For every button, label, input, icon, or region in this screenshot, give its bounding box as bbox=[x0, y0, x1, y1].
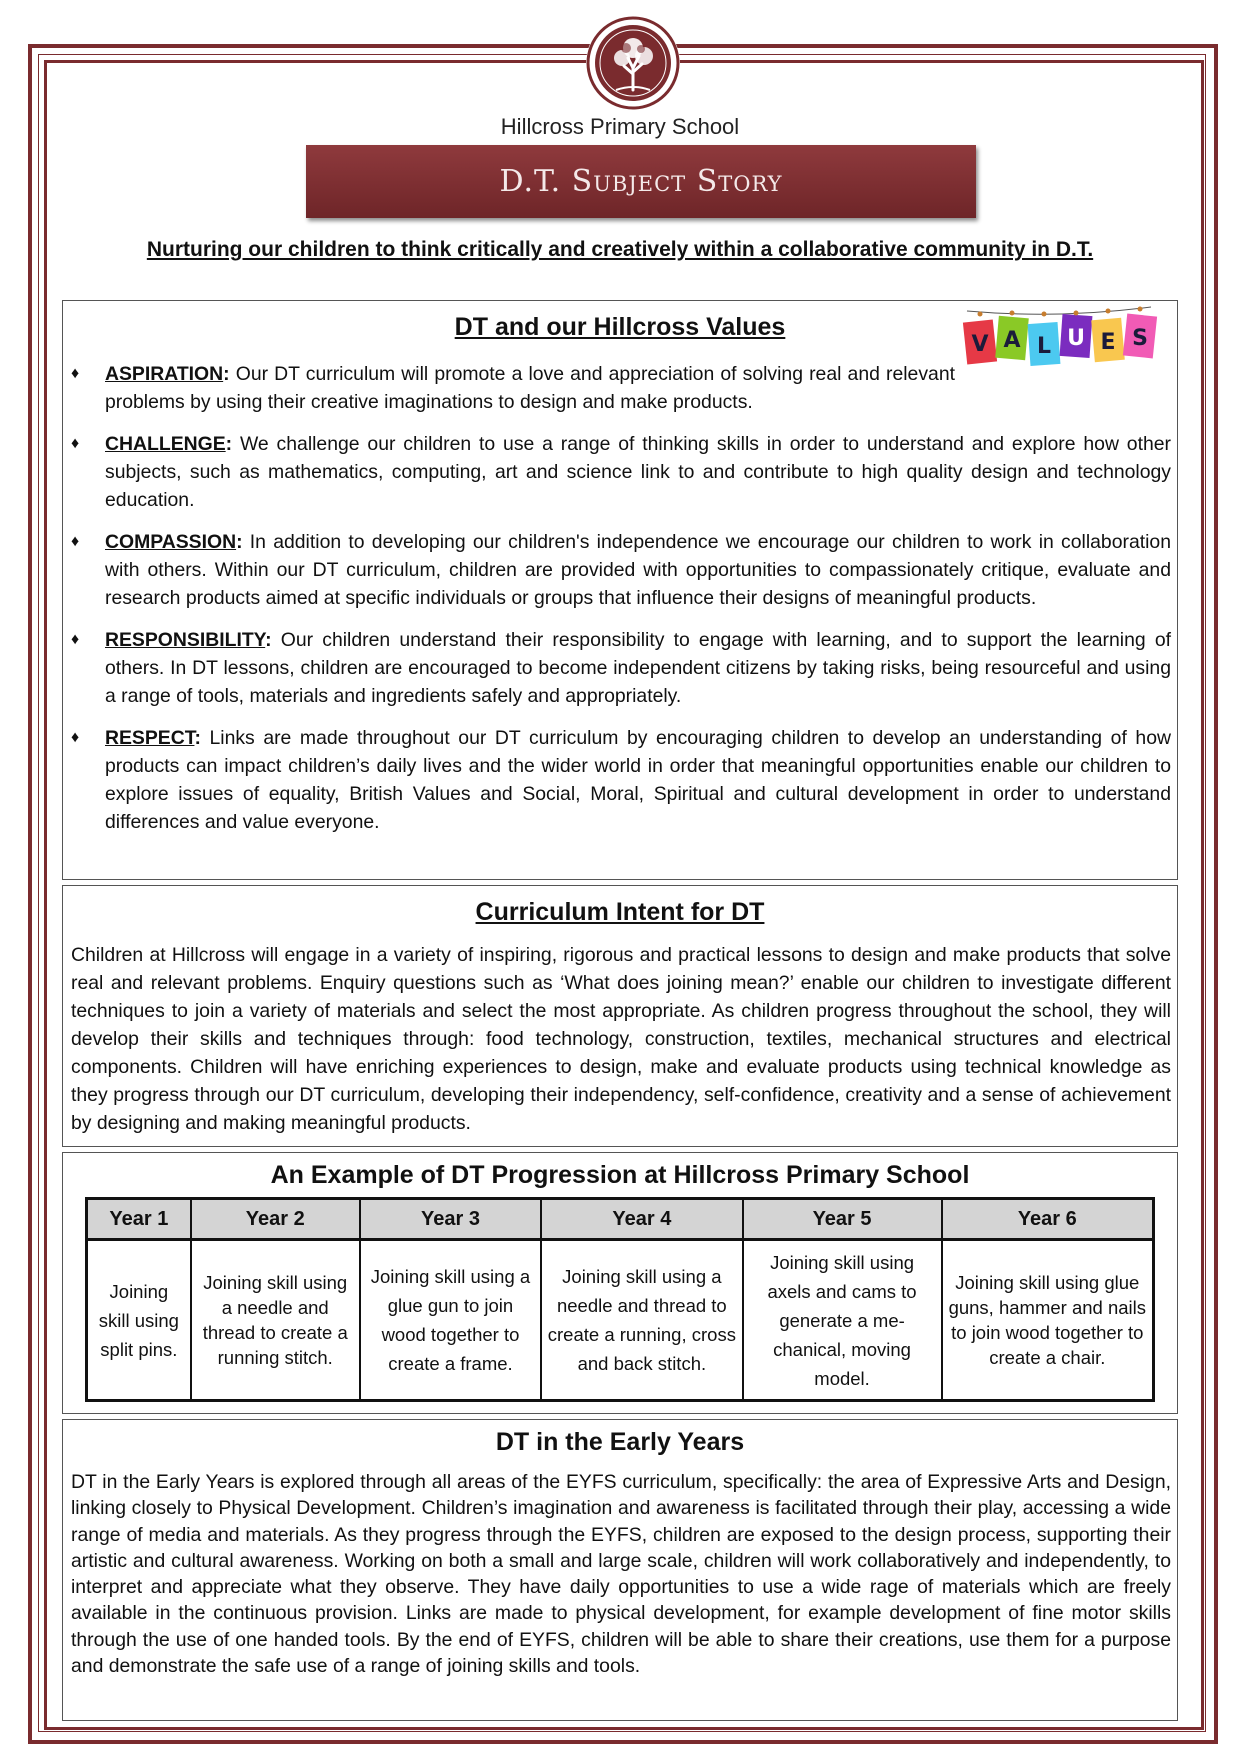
progression-section bbox=[62, 1152, 1178, 1414]
column-header: Year 2 bbox=[191, 1199, 360, 1240]
diamond-bullet-icon: ♦ bbox=[71, 729, 80, 746]
value-term: COMPASSION bbox=[105, 531, 237, 553]
values-letter: L bbox=[1036, 334, 1052, 359]
column-header: Year 1 bbox=[87, 1199, 191, 1240]
value-item-responsibility: ♦ RESPONSIBILITY: Our children understand their responsibility to engage with learning, and to support the learning of others. In DT lessons, children are encouraged to become independent citizens by taking risks, being resourceful and using a range of tools, materials and ingredients safely and appropriately. bbox=[71, 626, 1171, 710]
values-section bbox=[62, 300, 1178, 880]
diamond-bullet-icon: ♦ bbox=[71, 435, 80, 452]
table-row bbox=[87, 1240, 1154, 1401]
values-letter: V bbox=[971, 332, 989, 357]
values-letter: E bbox=[1100, 330, 1116, 355]
table-cell: Joining skill using split pins. bbox=[87, 1240, 191, 1401]
value-term: CHALLENGE bbox=[105, 433, 226, 455]
intent-section-title: Curriculum Intent for DT bbox=[475, 898, 765, 926]
values-list bbox=[63, 360, 1177, 836]
table-cell: Joining skill using glue guns, hammer and nails to join wood together to create a chair. bbox=[942, 1240, 1154, 1401]
values-letter: S bbox=[1132, 326, 1148, 351]
value-description: In addition to developing our children's independence we encourage our children to work in collaboration with others. Within our DT curriculum, children are provided with opportunities to compassionately critique, evaluate and research products aimed at specific individuals or groups that influence their designs of meaningful products. bbox=[105, 531, 1171, 609]
curriculum-intent-section bbox=[62, 885, 1178, 1147]
column-header: Year 5 bbox=[743, 1199, 942, 1240]
diamond-bullet-icon: ♦ bbox=[71, 631, 80, 648]
motto-heading: Nurturing our children to think critically and creatively within a collaborative community in D.T. bbox=[146, 238, 1094, 261]
value-description: We challenge our children to use a range of thinking skills in order to understand and explore how other subjects, such as mathematics, computing, art and science link to and contribute to high quality design and technology education. bbox=[105, 433, 1171, 511]
table-cell: Joining skill using axels and cams to generate a me-chanical, moving model. bbox=[743, 1240, 942, 1401]
document-title: D.T. Subject Story bbox=[499, 164, 783, 199]
table-cell: Joining skill using a needle and thread to create a running stitch. bbox=[191, 1240, 360, 1401]
value-term: RESPECT bbox=[105, 727, 195, 749]
school-name: Hillcross Primary School bbox=[500, 114, 740, 139]
intent-body: Children at Hillcross will engage in a variety of inspiring, rigorous and practical lessons to design and make products that solve real and relevant problems. Enquiry questions such as ‘What does joining mean?’ enable our children to investigate different techniques to join a variety of materials and select the most appropriate. As children progress throughout the school, they will develop their skills and techniques through: food technology, construction, textiles, mechanical structures and electrical components. Children will have enriching experiences to design, make and evaluate products using technical knowledge as they progress through our DT curriculum, developing their independency, self-confidence, creativity and a sense of achievement by designing and making meaningful products. bbox=[71, 944, 1171, 1134]
title-banner bbox=[306, 145, 976, 218]
value-term: ASPIRATION bbox=[105, 363, 224, 385]
value-item-challenge: ♦ CHALLENGE: We challenge our children to use a range of thinking skills in order to understand and explore how other subjects, such as mathematics, computing, art and science link to and contribute to high quality design and technology education. bbox=[71, 430, 1171, 514]
table-header-row bbox=[87, 1199, 1154, 1240]
value-description: Our DT curriculum will promote a love and appreciation of solving real and relevant problems by using their creative imaginations to design and make products. bbox=[105, 363, 955, 413]
table-cell: Joining skill using a needle and thread to create a running, cross and back stitch. bbox=[541, 1240, 742, 1401]
early-years-section-title: DT in the Early Years bbox=[495, 1428, 745, 1456]
column-header: Year 6 bbox=[942, 1199, 1154, 1240]
diamond-bullet-icon: ♦ bbox=[71, 533, 80, 550]
value-item-compassion: ♦ COMPASSION: In addition to developing our children's independence we encourage our children to work in collaboration with others. Within our DT curriculum, children are provided with opportunities to compassionately critique, evaluate and research products aimed at specific individuals or groups that influence their designs of meaningful products. bbox=[71, 528, 1171, 612]
value-item-aspiration: ♦ ASPIRATION: Our DT curriculum will promote a love and appreciation of solving real and relevant problems by using their creative imaginations to design and make products. bbox=[71, 360, 1171, 416]
progression-table bbox=[85, 1197, 1155, 1402]
value-description: Links are made throughout our DT curriculum by encouraging children to develop an understanding of how products can impact children’s daily lives and the wider world in order that meaningful opportunities enable our children to explore issues of equality, British Values and Social, Moral, Spiritual and cultural development in order to understand differences and value everyone. bbox=[105, 727, 1171, 833]
values-section-title: DT and our Hillcross Values bbox=[454, 313, 786, 341]
value-item-respect: ♦ RESPECT: Links are made throughout our DT curriculum by encouraging children to develop an understanding of how products can impact children’s daily lives and the wider world in order that meaningful opportunities enable our children to explore issues of equality, British Values and Social, Moral, Spiritual and cultural development in order to understand differences and value everyone. bbox=[71, 724, 1171, 836]
column-header: Year 4 bbox=[541, 1199, 742, 1240]
column-header: Year 3 bbox=[360, 1199, 541, 1240]
progression-section-title: An Example of DT Progression at Hillcross Primary School bbox=[270, 1161, 970, 1189]
values-letter: A bbox=[1003, 328, 1021, 353]
school-crest-logo bbox=[586, 16, 680, 110]
values-letter: U bbox=[1067, 326, 1085, 351]
values-letter-cards bbox=[963, 314, 1157, 366]
table-cell: Joining skill using a glue gun to join wood together to create a frame. bbox=[360, 1240, 541, 1401]
early-years-section bbox=[62, 1419, 1178, 1721]
early-years-body: DT in the Early Years is explored through all areas of the EYFS curriculum, specifically: the area of Expressive Arts and Design, linking closely to Physical Development. Children’s imagination and awareness is facilitated through their play, accessing a wide range of media and materials. As they progress through the EYFS, children are exposed to the design process, supporting their artistic and cultural awareness. Working on both a small and large scale, children will work collaboratively and independently, to interpret and appreciate what they observe. They have daily opportunities to use a wide rage of materials which are freely available in the continuous provision. Links are made to physical development, for example development of fine motor skills through the use of one handed tools. By the end of EYFS, children will be able to share their creations, use them for a purpose and demonstrate the safe use of a range of joining skills and tools. bbox=[71, 1471, 1171, 1678]
value-term: RESPONSIBILITY bbox=[105, 629, 266, 651]
diamond-bullet-icon: ♦ bbox=[71, 365, 80, 382]
value-description: Our children understand their responsibility to engage with learning, and to support the learning of others. In DT lessons, children are encouraged to become independent citizens by taking risks, being resourceful and using a range of tools, materials and ingredients safely and appropriately. bbox=[105, 629, 1171, 707]
